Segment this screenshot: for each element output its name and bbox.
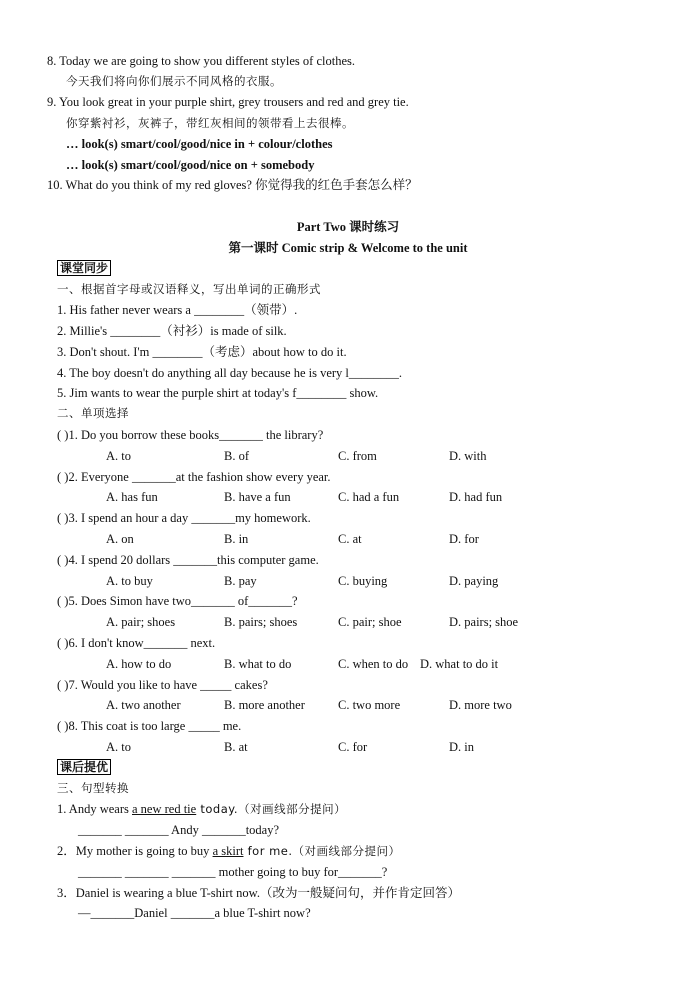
section-label-in-class: 课堂同步: [57, 260, 111, 276]
transform-answer-3: —_______Daniel _______a blue T-shirt now?: [78, 906, 311, 920]
section-label-after-class: 课后提优: [57, 759, 111, 775]
mc-3-option-d: D. for: [449, 532, 479, 546]
mc-6-option-a: A. how to do: [106, 657, 172, 671]
mc-question-7: ( )7. Would you like to have _____ cakes?: [57, 678, 268, 692]
mc-3-option-c: C. at: [338, 532, 362, 546]
sentence-8-chinese: 今天我们将向你们展示不同风格的衣服。: [66, 74, 282, 88]
fill-question-3: 3. Don't shout. I'm ________（考虑）about how to do it.: [57, 345, 347, 359]
mc-5-option-d: D. pairs; shoe: [449, 615, 519, 629]
mc-2-option-d: D. had fun: [449, 490, 503, 504]
mc-4-option-c: C. buying: [338, 574, 388, 588]
mc-7-option-c: C. two more: [338, 698, 401, 712]
mc-question-3: ( )3. I spend an hour a day _______my homework.: [57, 511, 311, 525]
mc-6-option-c: C. when to do: [338, 657, 409, 671]
fill-question-5: 5. Jim wants to wear the purple shirt at today's f________ show.: [57, 386, 379, 400]
mc-8-option-c: C. for: [338, 740, 368, 754]
mc-7-option-d: D. more two: [449, 698, 512, 712]
fill-question-2: 2. Millie's ________（衬衫）is made of silk.: [57, 324, 287, 338]
part-two-title: Part Two 课时练习: [296, 220, 400, 234]
underlined-phrase-2: a skirt: [212, 844, 244, 858]
mc-question-6: ( )6. I don't know_______ next.: [57, 636, 216, 650]
underlined-phrase-1: a new red tie: [132, 802, 197, 816]
fill-question-1: 1. His father never wears a ________（领带）.: [57, 303, 298, 317]
sentence-9-english: 9. You look great in your purple shirt, grey trousers and red and grey tie.: [47, 95, 409, 109]
mc-question-5: ( )5. Does Simon have two_______ of_______?: [57, 594, 298, 608]
section-three-heading: 三、句型转换: [57, 781, 129, 795]
mc-5-option-b: B. pairs; shoes: [224, 615, 298, 629]
mc-7-option-b: B. more another: [224, 698, 305, 712]
mc-8-option-d: D. in: [449, 740, 474, 754]
mc-3-option-a: A. on: [106, 532, 134, 546]
mc-question-1: ( )1. Do you borrow these books_______ the library?: [57, 428, 324, 442]
mc-2-option-c: C. had a fun: [338, 490, 400, 504]
transform-answer-2: _______ _______ _______ mother going to buy for_______?: [78, 865, 388, 879]
mc-1-option-b: B. of: [224, 449, 249, 463]
pattern-look-in: … look(s) smart/cool/good/nice in + colour/clothes: [66, 137, 333, 151]
section-two-heading: 二、单项选择: [57, 406, 129, 420]
mc-question-2: ( )2. Everyone _______at the fashion show every year.: [57, 470, 331, 484]
mc-5-option-a: A. pair; shoes: [106, 615, 176, 629]
transform-question-1: 1. Andy wears a new red tie today.（对画线部分提问）: [57, 802, 347, 816]
fill-question-4: 4. The boy doesn't do anything all day because he is very l________.: [57, 366, 403, 380]
mc-2-option-a: A. has fun: [106, 490, 158, 504]
mc-question-4: ( )4. I spend 20 dollars _______this computer game.: [57, 553, 319, 567]
sentence-8-english: 8. Today we are going to show you different styles of clothes.: [47, 54, 355, 68]
mc-6-option-b: B. what to do: [224, 657, 292, 671]
mc-1-option-a: A. to: [106, 449, 131, 463]
transform-question-3: 3．Daniel is wearing a blue T-shirt now.（改为一般疑问句，并作肯定回答）: [57, 886, 460, 900]
mc-6-option-d: D. what to do it: [420, 657, 499, 671]
sentence-9-chinese: 你穿紫衬衫，灰裤子，带红灰相间的领带看上去很棒。: [66, 116, 354, 130]
pattern-look-on: … look(s) smart/cool/good/nice on + somebody: [66, 158, 315, 172]
mc-4-option-d: D. paying: [449, 574, 499, 588]
part-two-subtitle: 第一课时 Comic strip & Welcome to the unit: [228, 241, 468, 255]
transform-question-2: 2．My mother is going to buy a skirt for me.（对画线部分提问）: [57, 844, 401, 858]
mc-8-option-a: A. to: [106, 740, 131, 754]
mc-8-option-b: B. at: [224, 740, 248, 754]
mc-4-option-b: B. pay: [224, 574, 257, 588]
mc-1-option-d: D. with: [449, 449, 487, 463]
sentence-10: 10. What do you think of my red gloves? 你觉得我的红色手套怎么样？: [47, 178, 418, 192]
mc-2-option-b: B. have a fun: [224, 490, 291, 504]
mc-1-option-c: C. from: [338, 449, 377, 463]
mc-4-option-a: A. to buy: [106, 574, 153, 588]
mc-question-8: ( )8. This coat is too large _____ me.: [57, 719, 242, 733]
mc-7-option-a: A. two another: [106, 698, 181, 712]
mc-5-option-c: C. pair; shoe: [338, 615, 402, 629]
transform-answer-1: _______ _______ Andy _______today?: [78, 823, 280, 837]
section-one-heading: 一、根据首字母或汉语释义，写出单词的正确形式: [57, 282, 321, 296]
mc-3-option-b: B. in: [224, 532, 249, 546]
